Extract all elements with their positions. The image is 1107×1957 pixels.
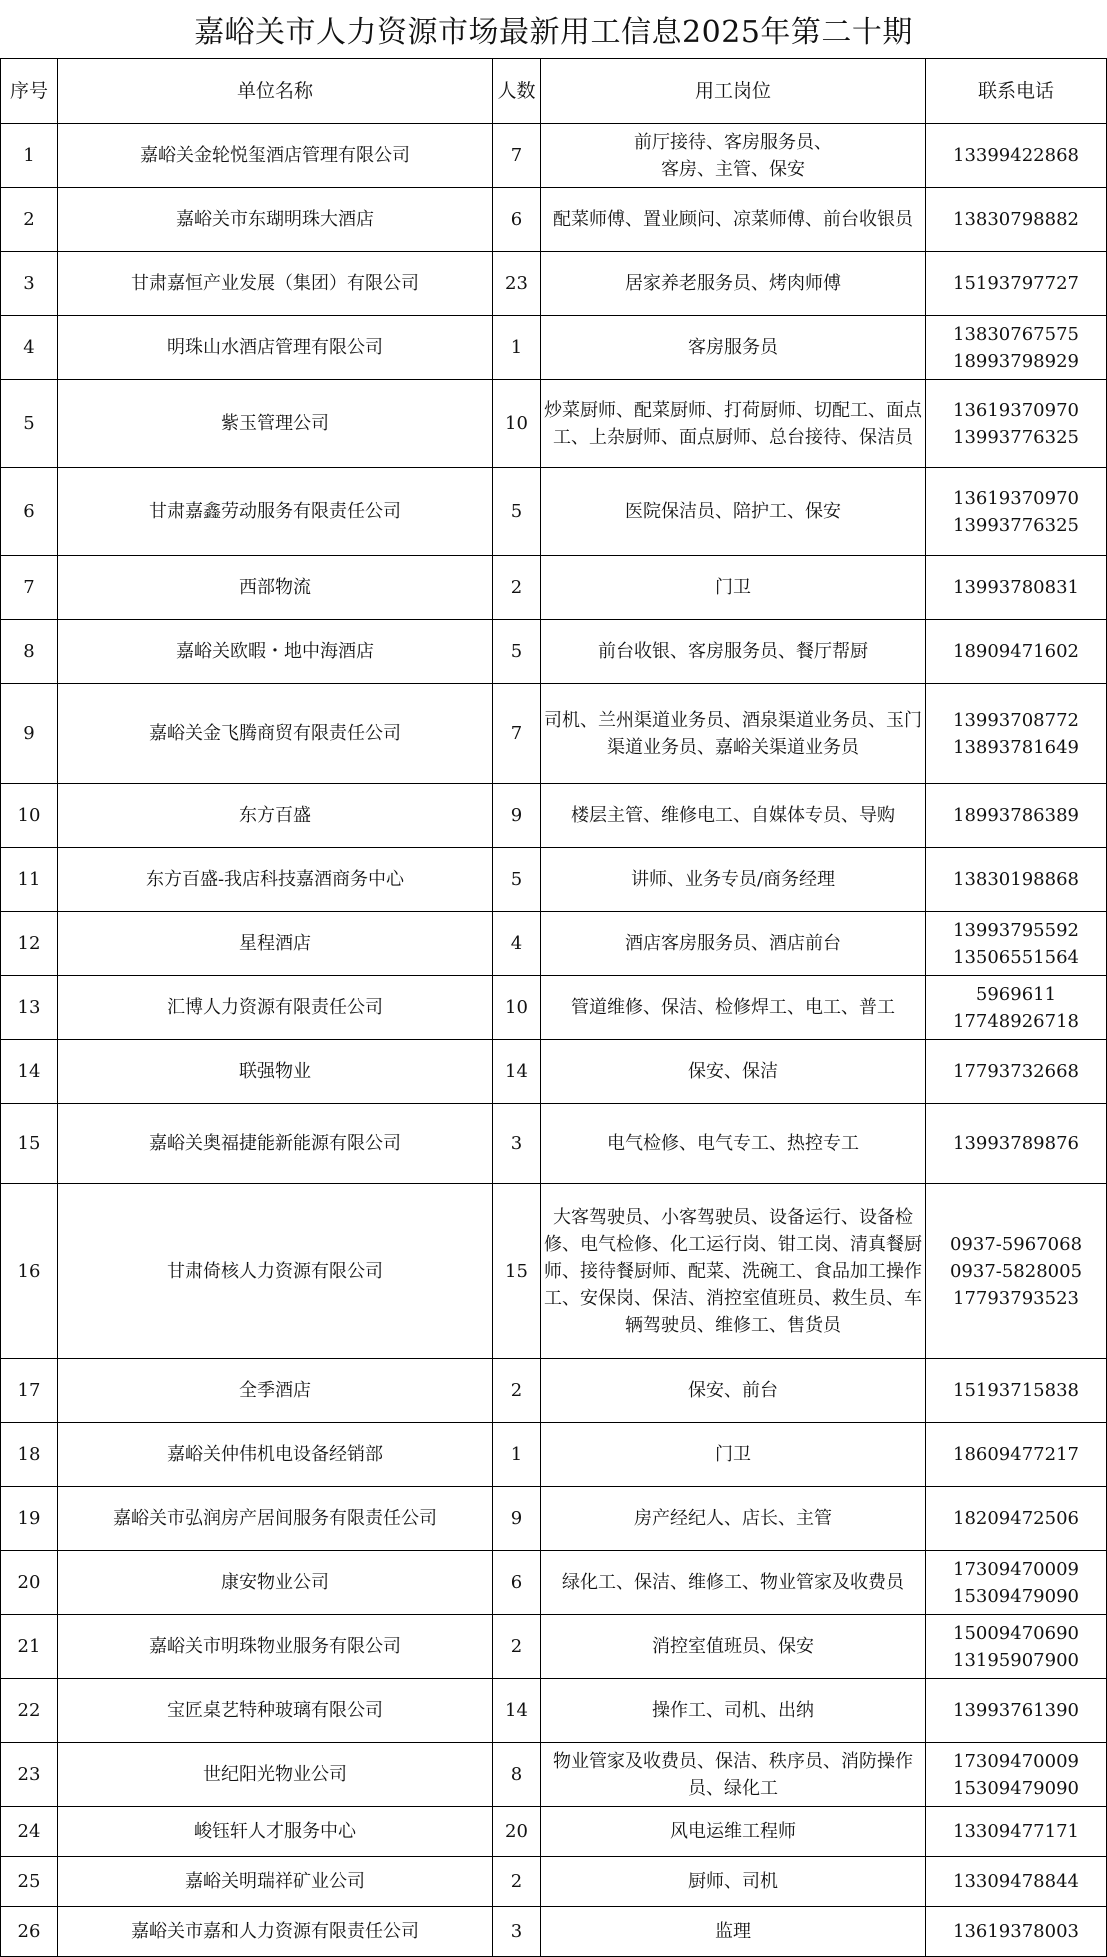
row-company: 嘉峪关金轮悦玺酒店管理有限公司 [58, 124, 493, 188]
row-no: 10 [1, 784, 58, 848]
row-positions: 操作工、司机、出纳 [541, 1679, 926, 1743]
table-row [1, 620, 1107, 684]
row-count: 6 [493, 1551, 541, 1615]
phone-number: 17309470009 [953, 1750, 1079, 1772]
row-positions: 讲师、业务专员/商务经理 [541, 848, 926, 912]
phone-number: 13619370970 [953, 399, 1079, 421]
phone-number: 13830767575 [953, 323, 1079, 345]
row-company: 星程酒店 [58, 912, 493, 976]
table-row [1, 556, 1107, 620]
row-phones [926, 1743, 1107, 1807]
row-no: 12 [1, 912, 58, 976]
row-phones [926, 1487, 1107, 1551]
phone-number: 13619370970 [953, 487, 1079, 509]
row-phones [926, 1807, 1107, 1857]
row-positions: 管道维修、保洁、检修焊工、电工、普工 [541, 976, 926, 1040]
header-company: 单位名称 [58, 59, 493, 124]
table-row [1, 1487, 1107, 1551]
row-company: 甘肃倚核人力资源有限公司 [58, 1184, 493, 1359]
row-count: 7 [493, 684, 541, 784]
table-row [1, 1104, 1107, 1184]
row-positions: 门卫 [541, 1423, 926, 1487]
row-no: 7 [1, 556, 58, 620]
row-positions: 厨师、司机 [541, 1857, 926, 1907]
row-no: 20 [1, 1551, 58, 1615]
phone-number: 18993786389 [953, 805, 1079, 826]
row-no: 17 [1, 1359, 58, 1423]
row-count: 5 [493, 620, 541, 684]
row-no: 1 [1, 124, 58, 188]
phone-number: 17748926718 [953, 1010, 1079, 1032]
row-count: 10 [493, 976, 541, 1040]
row-positions: 房产经纪人、店长、主管 [541, 1487, 926, 1551]
row-no: 3 [1, 252, 58, 316]
row-phones [926, 620, 1107, 684]
table-row [1, 784, 1107, 848]
phone-number: 13830798882 [953, 209, 1079, 230]
row-count: 20 [493, 1807, 541, 1857]
row-company: 嘉峪关仲伟机电设备经销部 [58, 1423, 493, 1487]
row-count: 9 [493, 1487, 541, 1551]
row-company: 世纪阳光物业公司 [58, 1743, 493, 1807]
row-positions: 门卫 [541, 556, 926, 620]
row-no: 5 [1, 380, 58, 468]
row-company: 嘉峪关市明珠物业服务有限公司 [58, 1615, 493, 1679]
row-phones [926, 468, 1107, 556]
phone-number: 13993789876 [953, 1133, 1079, 1154]
header-count: 人数 [493, 59, 541, 124]
phone-number: 18609477217 [953, 1444, 1079, 1465]
table-row [1, 124, 1107, 188]
row-phones [926, 1104, 1107, 1184]
phone-number: 17793732668 [953, 1061, 1079, 1082]
phone-number: 13993776325 [953, 426, 1079, 448]
row-company: 嘉峪关市嘉和人力资源有限责任公司 [58, 1907, 493, 1957]
row-positions: 炒菜厨师、配菜厨师、打荷厨师、切配工、面点工、上杂厨师、面点厨师、总台接待、保洁员 [541, 380, 926, 468]
row-count: 3 [493, 1907, 541, 1957]
row-count: 2 [493, 1359, 541, 1423]
row-company: 联强物业 [58, 1040, 493, 1104]
phone-number: 13993761390 [953, 1700, 1079, 1721]
row-count: 8 [493, 1743, 541, 1807]
table-row [1, 380, 1107, 468]
phone-number: 13993795592 [953, 919, 1079, 941]
row-no: 26 [1, 1907, 58, 1957]
phone-number: 18993798929 [953, 350, 1079, 372]
phone-number: 13195907900 [953, 1649, 1079, 1671]
phone-number: 17793793523 [953, 1287, 1079, 1309]
row-no: 21 [1, 1615, 58, 1679]
table-row [1, 1807, 1107, 1857]
row-count: 6 [493, 188, 541, 252]
phone-number: 15193715838 [953, 1380, 1079, 1401]
row-phones [926, 316, 1107, 380]
row-no: 18 [1, 1423, 58, 1487]
row-count: 5 [493, 468, 541, 556]
row-no: 13 [1, 976, 58, 1040]
row-company: 峻钰轩人才服务中心 [58, 1807, 493, 1857]
row-no: 19 [1, 1487, 58, 1551]
row-positions: 绿化工、保洁、维修工、物业管家及收费员 [541, 1551, 926, 1615]
row-no: 6 [1, 468, 58, 556]
table-row [1, 188, 1107, 252]
row-count: 10 [493, 380, 541, 468]
row-count: 9 [493, 784, 541, 848]
table-row [1, 1743, 1107, 1807]
phone-number: 15309479090 [953, 1585, 1079, 1607]
row-phones [926, 1679, 1107, 1743]
row-positions: 大客驾驶员、小客驾驶员、设备运行、设备检修、电气检修、化工运行岗、钳工岗、清真餐厨师、接待餐厨师、配菜、洗碗工、食品加工操作工、安保岗、保洁、消控室值班员、救生员、车辆驾驶员、维修工、售货员 [541, 1184, 926, 1359]
row-phones [926, 976, 1107, 1040]
row-phones [926, 1907, 1107, 1957]
table-body [1, 124, 1107, 1957]
row-count: 2 [493, 1857, 541, 1907]
row-phones [926, 848, 1107, 912]
phone-number: 13993780831 [953, 577, 1079, 598]
table-row [1, 1857, 1107, 1907]
row-company: 全季酒店 [58, 1359, 493, 1423]
row-company: 紫玉管理公司 [58, 380, 493, 468]
row-count: 14 [493, 1040, 541, 1104]
phone-number: 18909471602 [953, 641, 1079, 662]
row-company: 嘉峪关金飞腾商贸有限责任公司 [58, 684, 493, 784]
row-positions: 保安、前台 [541, 1359, 926, 1423]
table-header-row [1, 59, 1107, 124]
job-table [0, 58, 1107, 1957]
row-phones [926, 1551, 1107, 1615]
phone-number: 5969611 [975, 983, 1057, 1005]
row-count: 5 [493, 848, 541, 912]
row-positions: 前厅接待、客房服务员、 客房、主管、保安 [541, 124, 926, 188]
row-no: 11 [1, 848, 58, 912]
row-phones [926, 252, 1107, 316]
row-no: 24 [1, 1807, 58, 1857]
row-no: 25 [1, 1857, 58, 1907]
phone-number: 0937-5828005 [949, 1260, 1083, 1282]
row-phones [926, 124, 1107, 188]
row-count: 2 [493, 556, 541, 620]
row-count: 2 [493, 1615, 541, 1679]
row-no: 8 [1, 620, 58, 684]
row-phones [926, 784, 1107, 848]
phone-number: 13506551564 [953, 946, 1079, 968]
row-count: 4 [493, 912, 541, 976]
row-no: 15 [1, 1104, 58, 1184]
row-positions: 司机、兰州渠道业务员、酒泉渠道业务员、玉门渠道业务员、嘉峪关渠道业务员 [541, 684, 926, 784]
table-row [1, 1907, 1107, 1957]
row-positions: 消控室值班员、保安 [541, 1615, 926, 1679]
row-company: 明珠山水酒店管理有限公司 [58, 316, 493, 380]
header-no: 序号 [1, 59, 58, 124]
phone-number: 13830198868 [953, 869, 1079, 890]
row-positions: 电气检修、电气专工、热控专工 [541, 1104, 926, 1184]
row-positions: 医院保洁员、陪护工、保安 [541, 468, 926, 556]
row-company: 嘉峪关市弘润房产居间服务有限责任公司 [58, 1487, 493, 1551]
row-phones [926, 380, 1107, 468]
row-no: 14 [1, 1040, 58, 1104]
table-row [1, 468, 1107, 556]
row-no: 2 [1, 188, 58, 252]
row-no: 9 [1, 684, 58, 784]
phone-number: 15309479090 [953, 1777, 1079, 1799]
row-company: 嘉峪关奥福捷能新能源有限公司 [58, 1104, 493, 1184]
row-positions: 物业管家及收费员、保洁、秩序员、消防操作员、绿化工 [541, 1743, 926, 1807]
phone-number: 13399422868 [953, 145, 1079, 166]
header-phone: 联系电话 [926, 59, 1107, 124]
row-company: 宝匠桌艺特种玻璃有限公司 [58, 1679, 493, 1743]
phone-number: 13993708772 [953, 709, 1079, 731]
phone-number: 0937-5967068 [949, 1233, 1083, 1255]
table-row [1, 252, 1107, 316]
table-row [1, 848, 1107, 912]
row-phones [926, 1040, 1107, 1104]
row-company: 甘肃嘉鑫劳动服务有限责任公司 [58, 468, 493, 556]
row-phones [926, 912, 1107, 976]
table-row [1, 1615, 1107, 1679]
row-phones [926, 188, 1107, 252]
phone-number: 18209472506 [953, 1508, 1079, 1529]
row-count: 15 [493, 1184, 541, 1359]
row-positions: 客房服务员 [541, 316, 926, 380]
table-row [1, 1551, 1107, 1615]
table-row [1, 684, 1107, 784]
row-phones [926, 1184, 1107, 1359]
table-row [1, 1359, 1107, 1423]
row-company: 嘉峪关明瑞祥矿业公司 [58, 1857, 493, 1907]
row-positions: 楼层主管、维修电工、自媒体专员、导购 [541, 784, 926, 848]
phone-number: 15009470690 [953, 1622, 1079, 1644]
row-company: 汇博人力资源有限责任公司 [58, 976, 493, 1040]
phone-number: 13993776325 [953, 514, 1079, 536]
row-positions: 监理 [541, 1907, 926, 1957]
row-company: 康安物业公司 [58, 1551, 493, 1615]
phone-number: 13309477171 [953, 1821, 1079, 1842]
table-row [1, 1184, 1107, 1359]
row-positions: 居家养老服务员、烤肉师傅 [541, 252, 926, 316]
row-positions: 酒店客房服务员、酒店前台 [541, 912, 926, 976]
table-row [1, 316, 1107, 380]
row-positions: 配菜师傅、置业顾问、凉菜师傅、前台收银员 [541, 188, 926, 252]
header-positions: 用工岗位 [541, 59, 926, 124]
row-no: 23 [1, 1743, 58, 1807]
row-company: 甘肃嘉恒产业发展（集团）有限公司 [58, 252, 493, 316]
phone-number: 13893781649 [953, 736, 1079, 758]
row-company: 东方百盛 [58, 784, 493, 848]
row-company: 嘉峪关市东瑚明珠大酒店 [58, 188, 493, 252]
row-positions: 保安、保洁 [541, 1040, 926, 1104]
phone-number: 13619378003 [953, 1921, 1079, 1942]
row-phones [926, 1359, 1107, 1423]
row-phones [926, 684, 1107, 784]
row-count: 3 [493, 1104, 541, 1184]
row-phones [926, 1615, 1107, 1679]
table-row [1, 1040, 1107, 1104]
row-no: 16 [1, 1184, 58, 1359]
table-row [1, 1423, 1107, 1487]
row-count: 7 [493, 124, 541, 188]
row-positions: 前台收银、客房服务员、餐厅帮厨 [541, 620, 926, 684]
row-company: 嘉峪关欧暇・地中海酒店 [58, 620, 493, 684]
phone-number: 17309470009 [953, 1558, 1079, 1580]
table-row [1, 976, 1107, 1040]
row-no: 4 [1, 316, 58, 380]
table-row [1, 912, 1107, 976]
row-count: 23 [493, 252, 541, 316]
row-company: 西部物流 [58, 556, 493, 620]
phone-number: 15193797727 [953, 273, 1079, 294]
phone-number: 13309478844 [953, 1871, 1079, 1892]
row-phones [926, 1857, 1107, 1907]
row-positions: 风电运维工程师 [541, 1807, 926, 1857]
row-phones [926, 556, 1107, 620]
row-count: 1 [493, 316, 541, 380]
table-row [1, 1679, 1107, 1743]
row-company: 东方百盛-我店科技嘉酒商务中心 [58, 848, 493, 912]
row-count: 14 [493, 1679, 541, 1743]
row-phones [926, 1423, 1107, 1487]
page-title: 嘉峪关市人力资源市场最新用工信息2025年第二十期 [194, 15, 913, 50]
row-no: 22 [1, 1679, 58, 1743]
row-count: 1 [493, 1423, 541, 1487]
